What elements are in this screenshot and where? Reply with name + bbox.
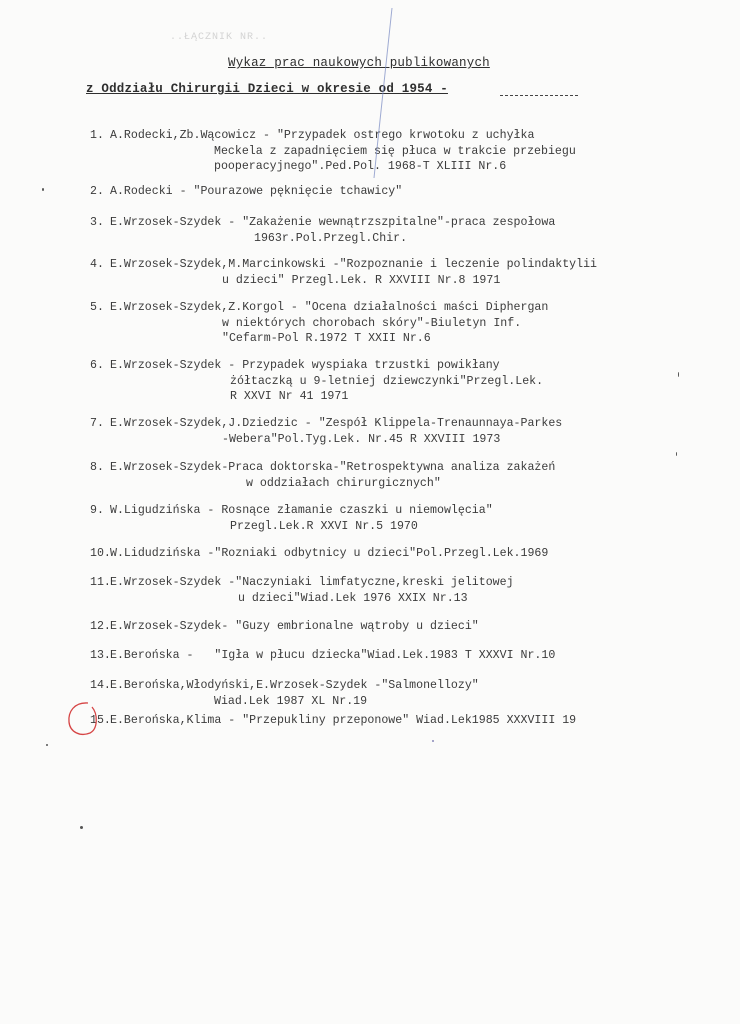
- entry-line: E.Wrzosek-Szydek-Praca doktorska-"Retrospektywna analiza zakażeń: [110, 461, 556, 474]
- entry-line: E.Wrzosek-Szydek,Z.Korgol - "Ocena działalności maści Diphergan: [110, 301, 549, 314]
- entry-line: E.Berońska - "Igła w płucu dziecka"Wiad.Lek.1983 T XXXVI Nr.10: [110, 649, 556, 662]
- entry-number: 12.: [90, 620, 111, 633]
- red-pen-circle-mark: [66, 700, 100, 738]
- scan-speck: [80, 826, 83, 829]
- entry-line: E.Wrzosek-Szydek - Przypadek wyspiaka trzustki powikłany: [110, 359, 500, 372]
- entry-line: E.Wrzosek-Szydek -"Naczyniaki limfatyczne,kreski jelitowej: [110, 576, 514, 589]
- entry-line: u dzieci" Przegl.Lek. R XXVIII Nr.8 1971: [222, 273, 501, 287]
- entry-line: E.Wrzosek-Szydek- "Guzy embrionalne wątroby u dzieci": [110, 620, 479, 633]
- entry-line: E.Wrzosek-Szydek,M.Marcinkowski -"Rozpoznanie i leczenie polindaktylii: [110, 258, 598, 271]
- entry-number: 13.: [90, 649, 111, 662]
- scan-speck: [432, 740, 434, 742]
- entry-number: 2.: [90, 185, 104, 198]
- entry-line: Meckela z zapadnięciem się płuca w trakcie przebiegu: [214, 144, 576, 158]
- entry-line: w niektórych chorobach skóry"-Biuletyn Inf.: [222, 316, 522, 330]
- entry-number: 1.: [90, 129, 104, 142]
- entry-line: R XXVI Nr 41 1971: [230, 390, 349, 403]
- entry-number: 15.: [90, 714, 111, 727]
- entry-line: W.Lidudzińska -"Rozniaki odbytnicy u dzieci"Pol.Przegl.Lek.1969: [110, 547, 549, 560]
- scan-speck: [676, 452, 677, 456]
- entry-line: Wiad.Lek 1987 XL Nr.19: [214, 694, 368, 708]
- document-heading-line-2: z Oddziału Chirurgii Dzieci w okresie od 1954 -: [86, 82, 448, 96]
- entry-number: 3.: [90, 216, 104, 229]
- entry-number: 11.: [90, 576, 111, 589]
- scan-speck: [46, 744, 48, 746]
- scan-speck: [42, 188, 44, 191]
- entry-line: pooperacyjnego".Ped.Pol. 1968-T XLIII Nr.6: [214, 160, 507, 173]
- entry-line: W.Ligudzińska - Rosnące złamanie czaszki u niemowlęcia": [110, 504, 493, 517]
- entry-line: u dzieci"Wiad.Lek 1976 XXIX Nr.13: [238, 591, 468, 605]
- entry-number: 6.: [90, 359, 104, 372]
- entry-line: A.Rodecki,Zb.Wącowicz - "Przypadek ostrego krwotoku z uchyłka: [110, 129, 535, 142]
- scan-speck: [678, 372, 679, 377]
- entry-line: -Webera"Pol.Tyg.Lek. Nr.45 R XXVIII 1973: [222, 432, 501, 446]
- entry-number: 9.: [90, 504, 104, 517]
- entry-line: E.Wrzosek-Szydek,J.Dziedzic - "Zespół Klippela-Trenaunnaya-Parkes: [110, 417, 563, 430]
- entry-line: "Cefarm-Pol R.1972 T XXII Nr.6: [222, 332, 431, 345]
- entry-number: 14.: [90, 679, 111, 692]
- faint-bleed-through-text: ..ŁĄCZNIK NR..: [170, 32, 269, 43]
- entry-line: Przegl.Lek.R XXVI Nr.5 1970: [230, 519, 418, 533]
- entry-number: 4.: [90, 258, 104, 271]
- entry-line: E.Berońska,Włodyński,E.Wrzosek-Szydek -"Salmonellozy": [110, 679, 479, 692]
- entry-number: 8.: [90, 461, 104, 474]
- entry-line: E.Wrzosek-Szydek - "Zakażenie wewnątrzszpitalne"-praca zespołowa: [110, 216, 556, 229]
- document-heading-line-1: Wykaz prac naukowych publikowanych: [228, 56, 490, 70]
- entry-line: w oddziałach chirurgicznych": [246, 476, 441, 490]
- entry-number: 5.: [90, 301, 104, 314]
- entry-line: żółtaczką u 9-letniej dziewczynki"Przegl.Lek.: [230, 374, 544, 388]
- entry-line: E.Berońska,Klima - "Przepukliny przeponowe" Wiad.Lek1985 XXXVIII 19: [110, 714, 577, 727]
- entry-line: 1963r.Pol.Przegl.Chir.: [254, 231, 408, 245]
- entry-line: A.Rodecki - "Pourazowe pęknięcie tchawicy": [110, 185, 403, 198]
- entry-number: 7.: [90, 417, 104, 430]
- entry-number: 10.: [90, 547, 111, 560]
